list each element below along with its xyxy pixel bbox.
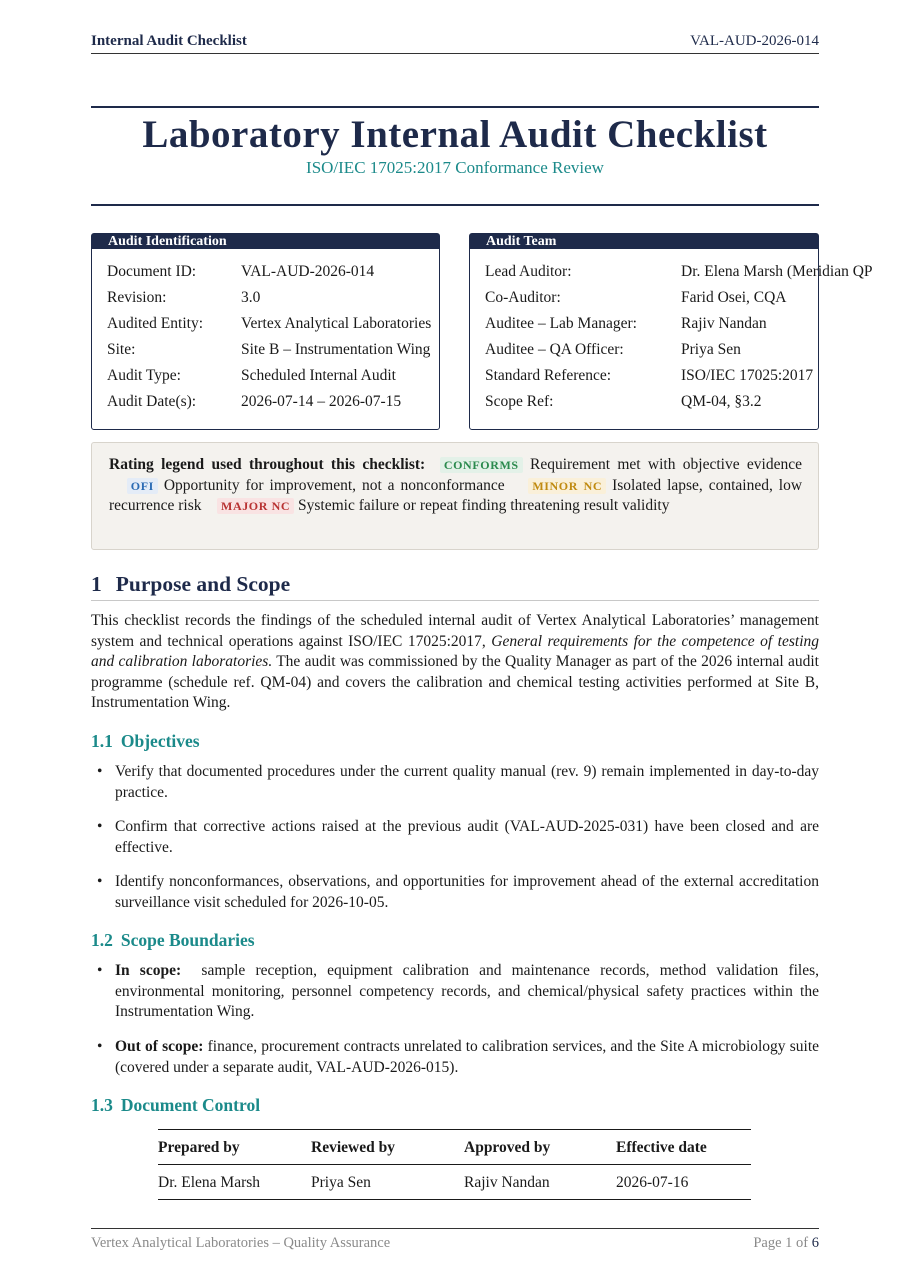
kv-key: Document ID: [107, 263, 197, 280]
kv-key: Revision: [107, 289, 167, 306]
col-reviewed-by: Reviewed by [311, 1139, 395, 1156]
audit-identification-heading: Audit Identification [92, 234, 439, 249]
kv-value: Vertex Analytical Laboratories [241, 315, 432, 332]
page-number: Page 1 of 6 [753, 1235, 819, 1251]
section-1-intro: This checklist records the findings of the scheduled internal audit of Vertex Analytical Laboratories’ management system and technical operations against ISO/IEC 17025:2017, General requirements for the competence of testing and calibration laboratories. The audit was commissioned by the Quality Manager as part of the 2026 internal audit programme (schedule ref. QM-04) and covers the calibration and chemical testing activities performed at Site B, Instrumentation Wing. [91, 612, 819, 711]
col-prepared-by: Prepared by [158, 1139, 240, 1156]
kv-key: Site: [107, 341, 136, 358]
kv-value: 3.0 [241, 289, 261, 306]
cell-effective-date: 2026-07-16 [616, 1174, 689, 1191]
kv-value: Dr. Elena Marsh (Meridian QP [681, 263, 873, 280]
header-doc-id: VAL-AUD-2026-014 [690, 33, 819, 49]
badge-conforms: CONFORMS [440, 457, 523, 473]
kv-key: Lead Auditor: [485, 263, 572, 280]
cell-prepared-by: Dr. Elena Marsh [158, 1174, 261, 1191]
legend-lead: Rating legend used throughout this checklist: [109, 456, 426, 473]
kv-value: Rajiv Nandan [681, 315, 767, 332]
table-header-row [158, 1130, 751, 1165]
audit-team-heading: Audit Team [470, 234, 818, 249]
legend-minor-text: Isolated lapse, contained, low recurrence risk [109, 476, 803, 514]
legend-ofi-text: Opportunity for improvement, not a nonconformance [163, 476, 505, 494]
section-1-2-heading: 1.2 Scope Boundaries [91, 930, 255, 950]
title-block [91, 106, 819, 206]
kv-key: Auditee – QA Officer: [485, 341, 624, 358]
col-approved-by: Approved by [464, 1139, 551, 1156]
kv-key: Co-Auditor: [485, 289, 561, 306]
legend-conforms-text: Requirement met with objective evidence [529, 456, 803, 473]
kv-key: Audit Type: [107, 367, 181, 384]
cell-approved-by: Rajiv Nandan [464, 1174, 550, 1191]
document-control-table [158, 1129, 751, 1200]
section-1-heading: 1 Purpose and Scope [91, 572, 819, 601]
kv-value: 2026-07-14 – 2026-07-15 [241, 393, 402, 410]
footer-org: Vertex Analytical Laboratories – Quality Assurance [91, 1235, 391, 1251]
table-row [158, 1165, 751, 1199]
kv-key: Scope Ref: [485, 393, 554, 410]
section-1-1-heading: 1.1 Objectives [91, 731, 200, 751]
kv-value: QM-04, §3.2 [681, 393, 762, 410]
kv-value: Site B – Instrumentation Wing [241, 341, 431, 358]
badge-minor-nc: MINOR NC [528, 478, 606, 494]
kv-key: Auditee – Lab Manager: [485, 315, 637, 332]
kv-value: Priya Sen [681, 341, 741, 358]
badge-major-nc: MAJOR NC [217, 498, 294, 514]
running-header [91, 33, 819, 54]
badge-ofi: OFI [127, 478, 158, 494]
legend-major-text: Systemic failure or repeat finding threatening result validity [298, 497, 670, 514]
page-subtitle: ISO/IEC 17025:2017 Conformance Review [306, 158, 604, 177]
kv-value: Farid Osei, CQA [681, 289, 787, 306]
kv-key: Audited Entity: [107, 315, 204, 332]
kv-value: Scheduled Internal Audit [241, 367, 396, 384]
col-effective-date: Effective date [616, 1139, 707, 1156]
section-1-3-heading: 1.3 Document Control [91, 1095, 261, 1115]
rating-legend [91, 442, 819, 550]
cell-reviewed-by: Priya Sen [311, 1174, 371, 1191]
kv-key: Audit Date(s): [107, 393, 197, 410]
kv-value: VAL-AUD-2026-014 [241, 263, 375, 280]
running-footer [91, 1228, 819, 1251]
kv-value: ISO/IEC 17025:2017 [681, 367, 814, 384]
kv-key: Standard Reference: [485, 367, 612, 384]
header-title: Internal Audit Checklist [91, 33, 247, 49]
page-title: Laboratory Internal Audit Checklist [142, 113, 768, 156]
